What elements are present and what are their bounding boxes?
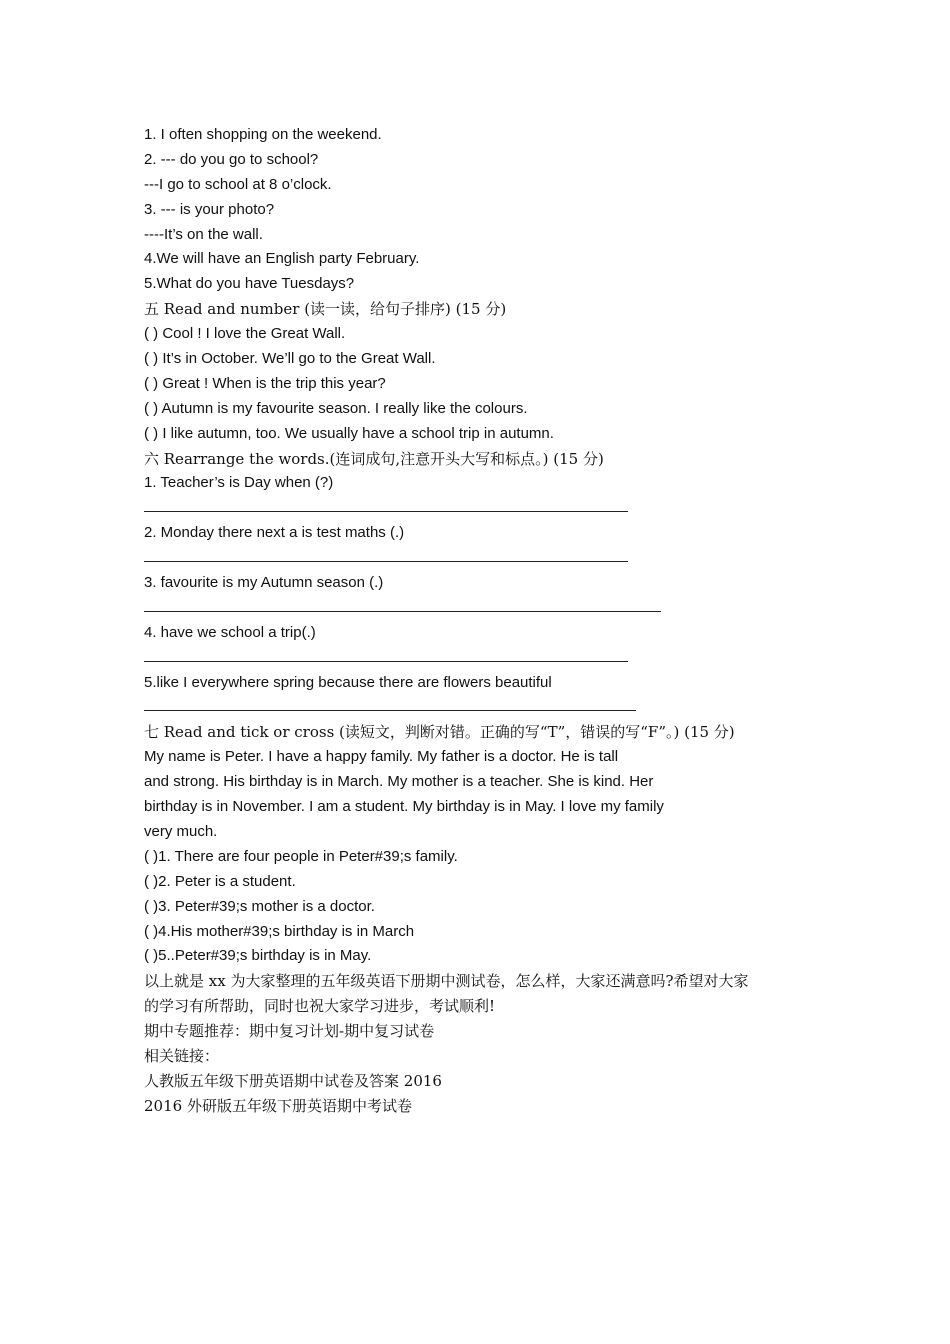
section-4-fill-in — [144, 123, 824, 297]
list-item: 3. favourite is my Autumn season (.) — [144, 574, 384, 592]
question-line: 2. --- do you go to school? — [144, 150, 319, 168]
answer-blank — [144, 496, 824, 521]
list-item: ( )5..Peter#39;s birthday is in May. — [144, 947, 372, 965]
list-item: ( ) Great ! When is the trip this year? — [144, 374, 386, 392]
related-link[interactable]: 2016 外研版五年级下册英语期中考试卷 — [144, 1096, 412, 1115]
question-line: 5.What do you have Tuesdays? — [144, 275, 355, 293]
section-7-tick-or-cross — [144, 720, 824, 969]
list-item: ( ) I like autumn, too. We usually have a school trip in autumn. — [144, 424, 554, 442]
passage-line: very much. — [144, 822, 218, 840]
list-item: ( )2. Peter is a student. — [144, 872, 296, 890]
document-page — [144, 123, 824, 1119]
section-heading: 五 Read and number (读一读，给句子排序) (15 分) — [144, 300, 507, 319]
list-item: ( ) Cool ! I love the Great Wall. — [144, 325, 346, 343]
list-item: 4. have we school a trip(.) — [144, 623, 316, 641]
question-line: 4.We will have an English party February. — [144, 250, 420, 268]
list-item: ( ) It’s in October. We’ll go to the Great Wall. — [144, 350, 436, 368]
answer-line: ---I go to school at 8 o’clock. — [144, 175, 332, 193]
list-item: ( )1. There are four people in Peter#39;s family. — [144, 847, 458, 865]
section-heading: 六 Rearrange the words.(连词成句,注意开头大写和标点。) (15 分) — [144, 449, 604, 468]
list-item: ( )3. Peter#39;s mother is a doctor. — [144, 897, 375, 915]
passage-line: birthday is in November. I am a student. My birthday is in May. I love my family — [144, 798, 664, 816]
list-item: 2. Monday there next a is test maths (.) — [144, 524, 405, 542]
answer-line: ----It’s on the wall. — [144, 225, 263, 243]
list-item: 5.like I everywhere spring because there are flowers beautiful — [144, 673, 552, 691]
answer-blank — [144, 695, 824, 720]
related-link[interactable]: 人教版五年级下册英语期中试卷及答案 2016 — [144, 1071, 442, 1090]
footer-text: 以上就是 xx 为大家整理的五年级英语下册期中测试卷，怎么样，大家还满意吗?希望对大家 — [144, 972, 749, 991]
list-item: ( )4.His mother#39;s birthday is in March — [144, 922, 415, 940]
question-line: 1. I often shopping on the weekend. — [144, 126, 382, 143]
footer-text: 相关链接： — [144, 1046, 220, 1065]
section-6-rearrange-words — [144, 447, 824, 721]
list-item: ( ) Autumn is my favourite season. I really like the colours. — [144, 399, 528, 417]
footer-text: 的学习有所帮助，同时也祝大家学习进步，考试顺利! — [144, 997, 496, 1016]
footer-text: 期中专题推荐：期中复习计划-期中复习试卷 — [144, 1022, 435, 1041]
question-line: 3. --- is your photo? — [144, 200, 275, 218]
list-item: 1. Teacher’s is Day when (?) — [144, 474, 334, 492]
answer-blank — [144, 546, 824, 571]
answer-blank — [144, 596, 824, 621]
section-5-read-and-number — [144, 297, 824, 446]
passage-line: My name is Peter. I have a happy family. My father is a doctor. He is tall — [144, 748, 619, 766]
answer-blank — [144, 646, 824, 671]
section-heading: 七 Read and tick or cross (读短文，判断对错。正确的写“T”，错误的写“F”。) (15 分) — [144, 723, 735, 742]
passage-line: and strong. His birthday is in March. My mother is a teacher. She is kind. Her — [144, 773, 654, 791]
footer-notes — [144, 969, 824, 1118]
